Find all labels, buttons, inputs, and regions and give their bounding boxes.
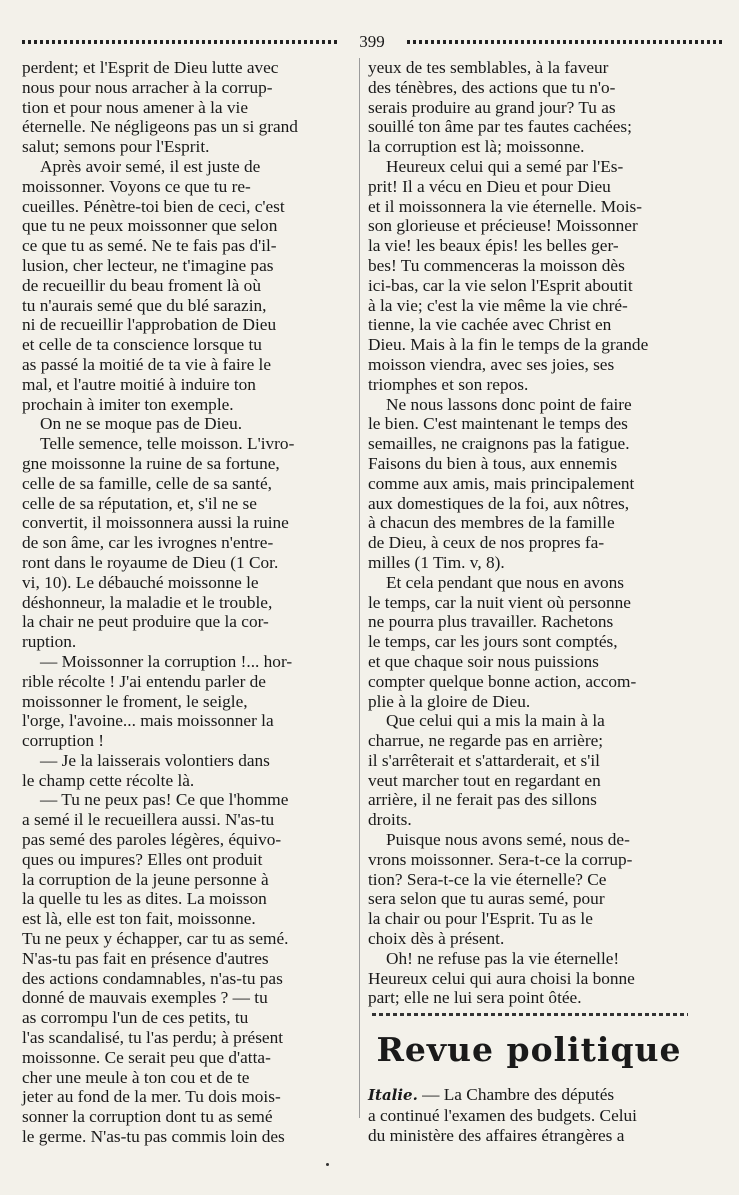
paragraph: Telle semence, telle moisson. L'ivro- gne moissonne la ruine de sa fortune, celle de sa famille, celle de sa santé, celle de sa réputation, et, s'il ne se convertit, il moissonnera aussi la ruine de son âme, car les ivrognes n'entre- ront dans le royaume de Dieu (1 Cor. vi, 10). Le débauché moissonne le déshonneur, la maladie et le trouble, la chair ne peut produire que la cor- ruption.: [22, 434, 295, 652]
paragraph: On ne se moque pas de Dieu.: [40, 414, 243, 434]
paragraph: Ne nous lassons donc point de faire le bien. C'est maintenant le temps des semailles, ne craignons pas la fatigue. Faisons du bien à tous, aux ennemis comme aux amis, mais principalement aux domestiques de la foi, aux nôtres, à chacun des membres de la famille de Dieu, à ceux de nos propres fa- milles (1 Tim. v, 8).: [368, 394, 635, 572]
paragraph: perdent; et l'Esprit de Dieu lutte avec nous pour nous arracher à la corrup- tion et pour nous amener à la vie éternelle. Ne négligeons pas un si grand salut; semons pour l'Esprit.: [22, 58, 298, 157]
right-column: [368, 58, 690, 1008]
paragraph: — Tu ne peux pas! Ce que l'homme a semé il le recueillera aussi. N'as-tu pas semé des paroles légères, équivo- ques ou impures? Elles ont produit la corruption de la jeune personne à la quelle tu les as dites. La moisson est là, elle est ton fait, moissonne. Tu ne peux y échapper, car tu as semé. N'as-tu pas fait en présence d'autres des actions condamnables, n'as-tu pas donné de mauvais exemples ? — tu as corrompu l'un de ces petits, tu l'as scandalisé, tu l'as perdu; à présent moissonne. Ce serait peu que d'atta- cher une meule à ton cou et de te jeter au fond de la mer. Tu dois mois- sonner la corruption dont tu as semé le germe. N'as-tu pas commis loin des: [22, 790, 289, 1147]
paragraph: Après avoir semé, il est juste de moissonner. Voyons ce que tu re- cueilles. Pénètre-toi bien de ceci, c'est que tu ne peux moissonner que selon ce que tu as semé. Ne te fais pas d'il- lusion, cher lecteur, ne t'imagine pas de recueillir du beau froment là où tu n'aurais semé que du blé sarazin, ni de recueillir l'approbation de Dieu et celle de ta conscience lorsque tu as passé la moitié de ta vie à faire le mal, et l'autre moitié à induire ton prochain à imiter ton exemple.: [22, 156, 285, 414]
page-number: 399: [359, 32, 385, 51]
column-divider: [359, 58, 360, 1118]
paragraph: — Moissonner la corruption !... hor- rible récolte ! J'ai entendu parler de moissonner le froment, le seigle, l'orge, l'avoine... mais moissonner la corruption !: [22, 651, 293, 751]
section-divider: [372, 1013, 688, 1016]
page-header: [22, 32, 722, 52]
paragraph: Puisque nous avons semé, nous de- vrons moissonner. Sera-t-ce la corrup- tion? Sera-t-ce la vie éternelle? Ce sera selon que tu auras semé, pour la chair ou pour l'Esprit. Tu as le choix dès à présent.: [368, 830, 633, 949]
section-title: Revue politique: [376, 1030, 682, 1069]
header-ornament-right: [407, 40, 722, 44]
country-label: Italie.: [368, 1086, 418, 1104]
paragraph: Et cela pendant que nous en avons le temps, car la nuit vient où personne ne pourra plus travailler. Rachetons le temps, car les jours sont comptés, et que chaque soir nous puissions compter quelque bonne action, accom- plie à la gloire de Dieu.: [368, 572, 637, 711]
section-text: — La Chambre des députés a continué l'examen des budgets. Celui du ministère des affaires étrangères a: [368, 1085, 637, 1145]
paragraph: yeux de tes semblables, à la faveur des ténèbres, des actions que tu n'o- serais produire au grand jour? Tu as souillé ton âme par tes fautes cachées; la corruption est là; moissonne.: [368, 58, 632, 157]
paragraph: Que celui qui a mis la main à la charrue, ne regarde pas en arrière; il s'arrêterait et s'attarderait, et s'il veut marcher tout en regardant en arrière, il ne ferait pas des sillons droits.: [368, 711, 605, 830]
paragraph: Oh! ne refuse pas la vie éternelle! Heureux celui qui aura choisi la bonne part; elle ne lui sera point ôtée.: [368, 948, 635, 1008]
paragraph: — Je la laisserais volontiers dans le champ cette récolte là.: [22, 750, 270, 790]
section-body: [368, 1085, 690, 1145]
left-column: [22, 58, 350, 1147]
page-mark: [326, 1163, 329, 1166]
paragraph: Heureux celui qui a semé par l'Es- prit! Il a vécu en Dieu et pour Dieu et il moissonnera la vie éternelle. Mois- son glorieuse et précieuse! Moissonner la vie! les beaux épis! les belles ger- bes! Tu commenceras la moisson dès ici-bas, car la vie selon l'Esprit aboutit à la vie; c'est la vie même la vie chré- tienne, la vie cachée avec Christ en Dieu. Mais à la fin le temps de la grande moisson viendra, avec ses joies, ses triomphes et son repos.: [368, 156, 649, 394]
header-ornament-left: [22, 40, 337, 44]
